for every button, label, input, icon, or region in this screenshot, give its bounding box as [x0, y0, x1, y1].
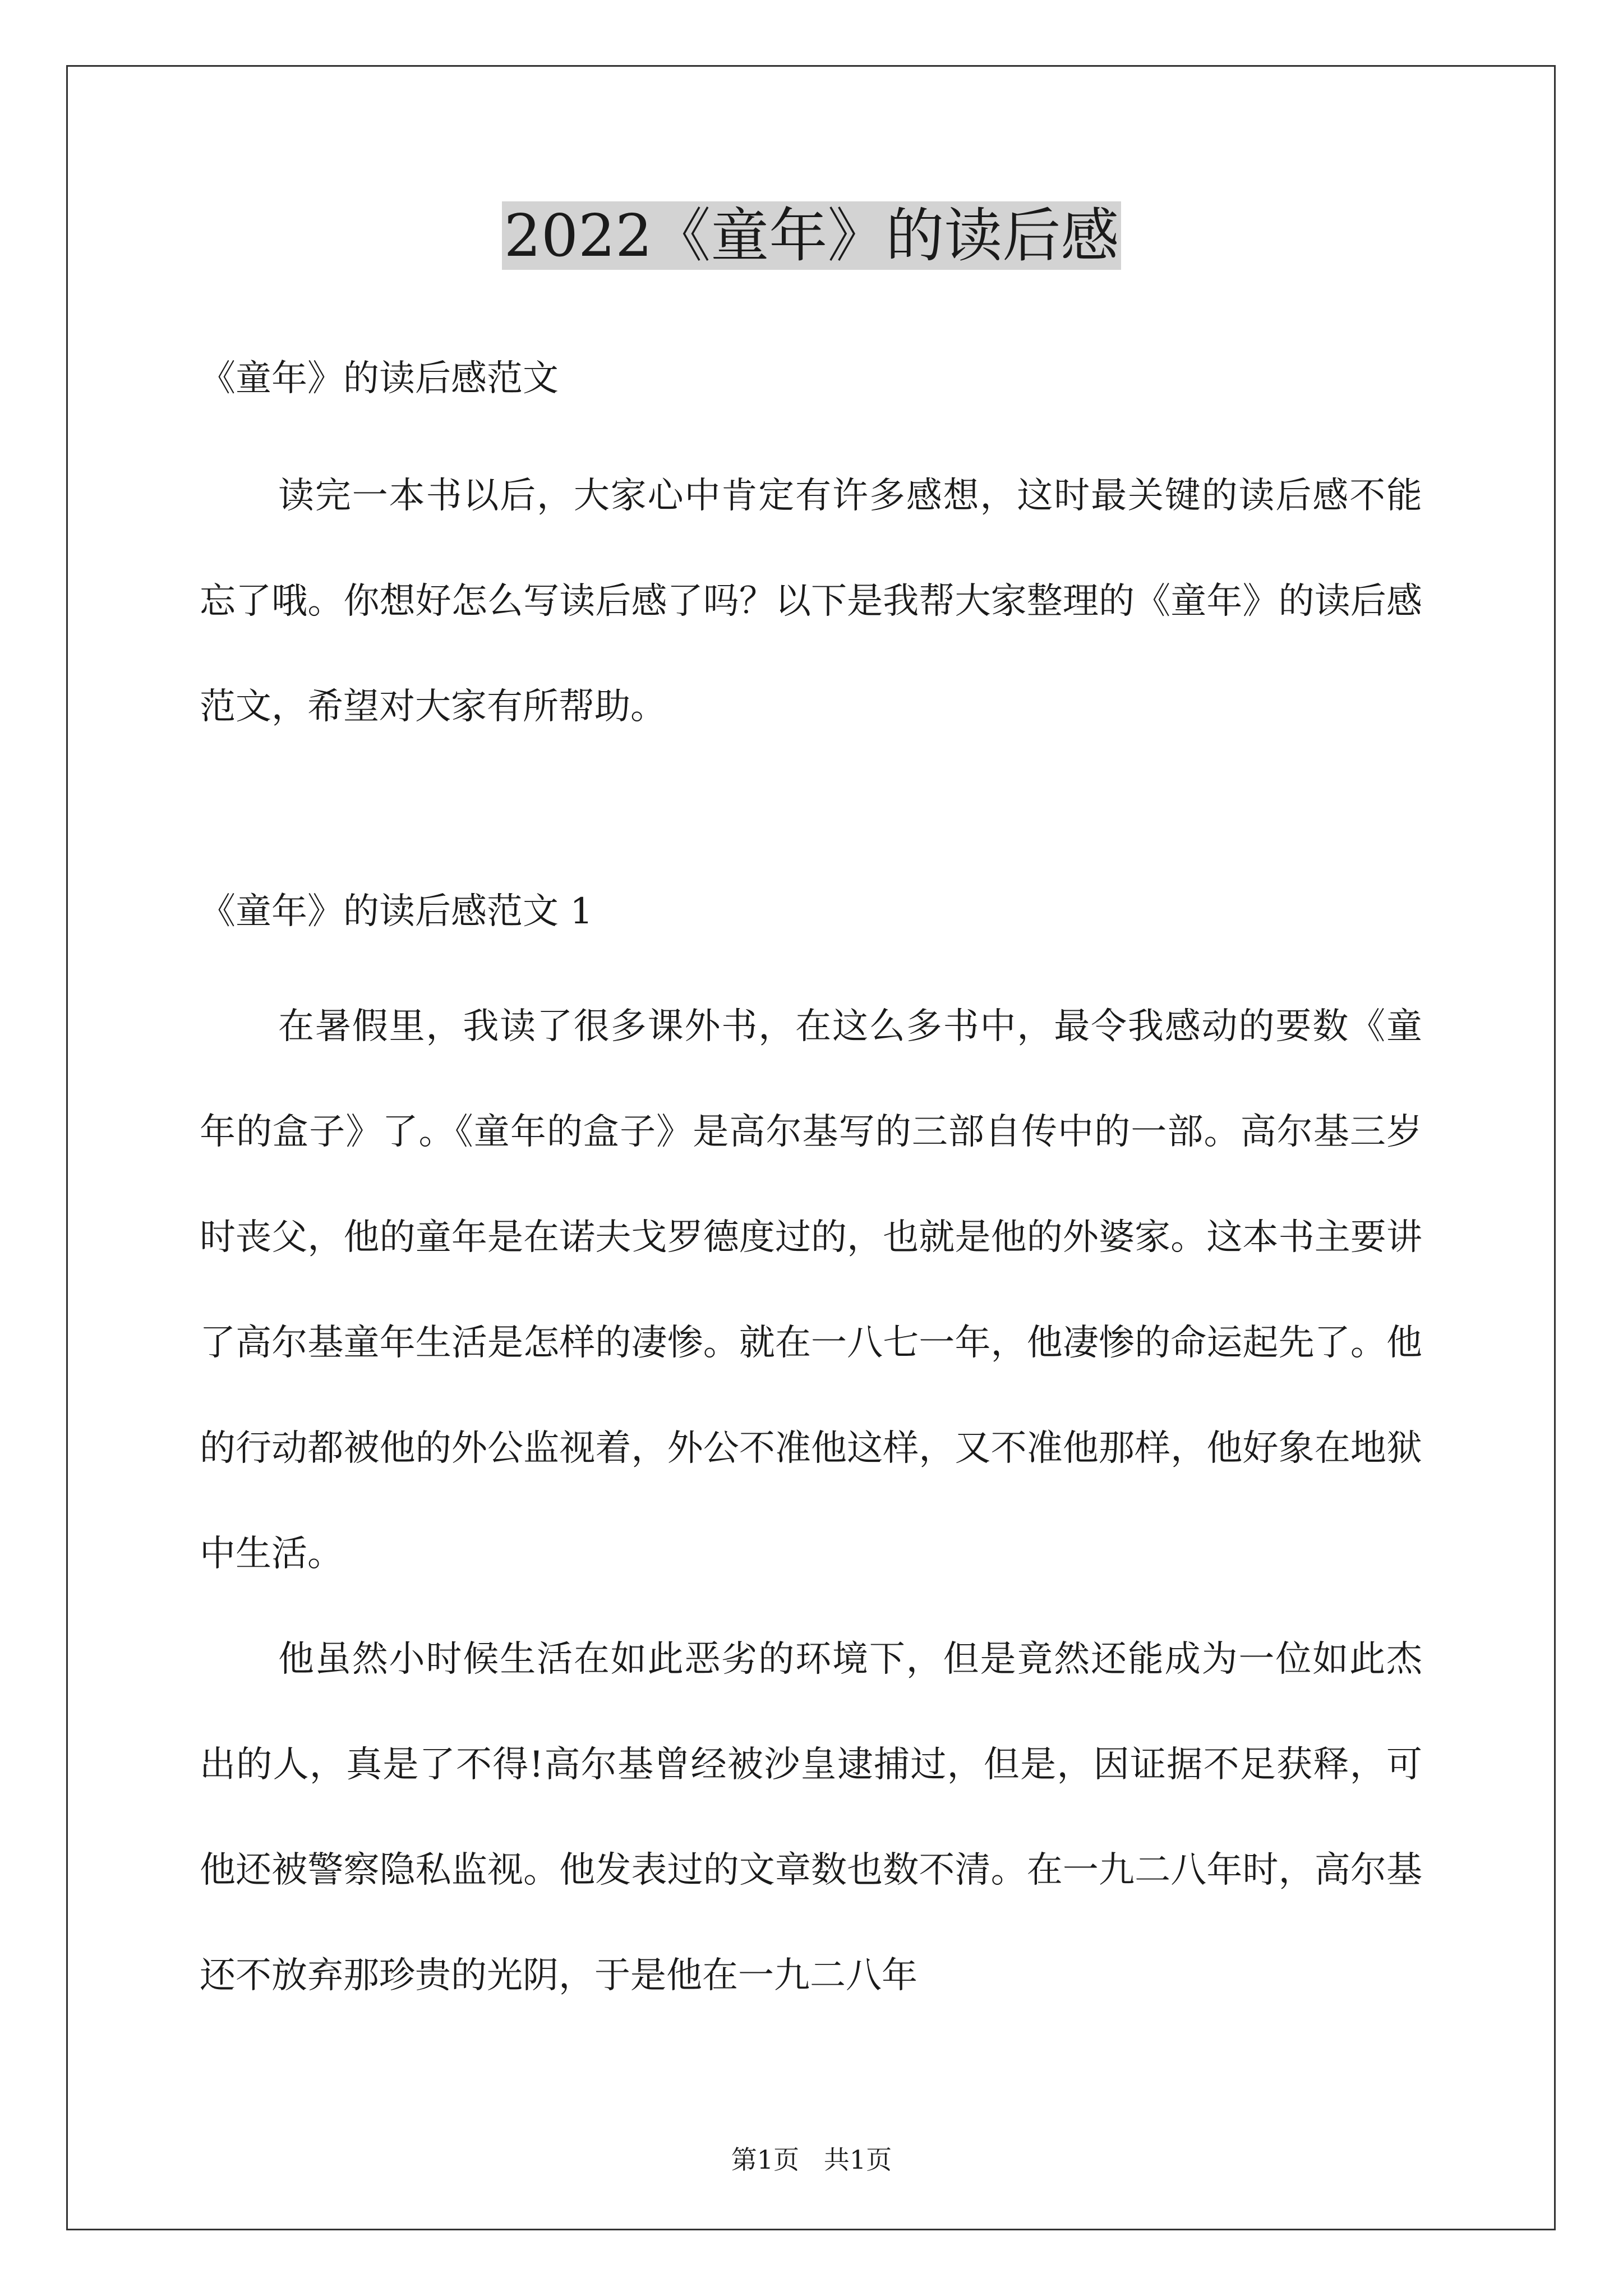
section1-heading: 《童年》的读后感范文 1: [200, 891, 593, 932]
section1-paragraph-1: 在暑假里，我读了很多课外书，在这么多书中，最令我感动的要数《童年的盒子》了。《童年的盒子》是高尔基写的三部自传中的一部。高尔基三岁时丧父，他的童年是在诺夫戈罗德度过的，也就是他的外婆家。这本书主要讲了高尔基童年生活是怎样的凄惨。就在一八七一年，他凄惨的命运起先了。他的行动都被他的外公监视着，外公不准他这样，又不准他那样，他好象在地狱中生活。: [200, 1006, 1422, 1575]
section1-paragraph-2: 他虽然小时候生活在如此恶劣的环境下，但是竟然还能成为一位如此杰出的人，真是了不得!高尔基曾经被沙皇逮捕过，但是，因证据不足获释，可他还被警察隐私监视。他发表过的文章数也数不清。在一九二八年时，高尔基还不放弃那珍贵的光阴，于是他在一九二八年: [200, 1639, 1422, 1996]
intro-heading: 《童年》的读后感范文: [200, 358, 559, 399]
intro-paragraph: 读完一本书以后，大家心中肯定有许多感想，这时最关键的读后感不能忘了哦。你想好怎么写读后感了吗？以下是我帮大家整理的《童年》的读后感范文，希望对大家有所帮助。: [200, 475, 1422, 728]
document-title: [0, 196, 1623, 275]
page-footer: 第1页 共1页: [731, 2145, 892, 2175]
document-title-text: 2022《童年》的读后感: [502, 201, 1122, 270]
